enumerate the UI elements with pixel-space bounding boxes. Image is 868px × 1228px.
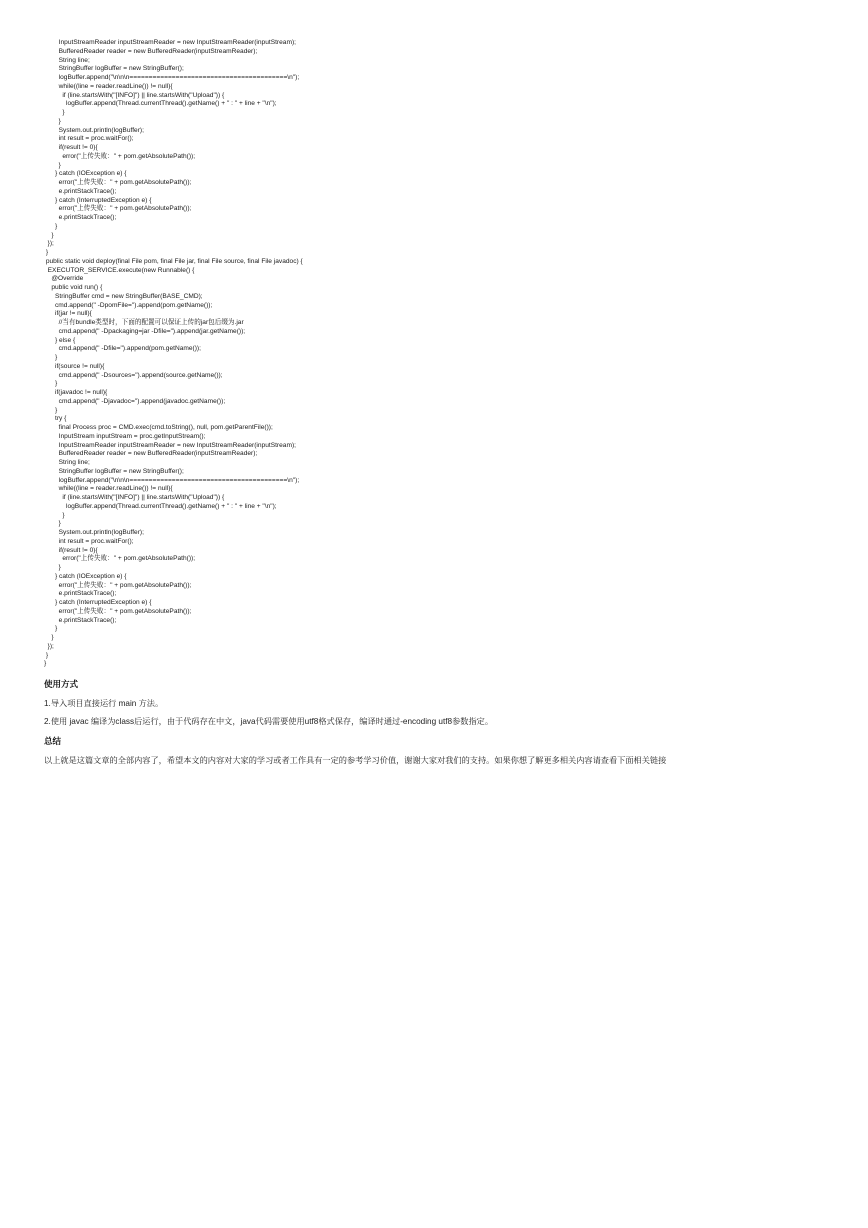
code-line: EXECUTOR_SERVICE.execute(new Runnable() { <box>44 266 195 274</box>
code-line: if(javadoc != null){ <box>44 389 108 396</box>
code-line: error("上传失败：" + pom.getAbsolutePath()); <box>44 152 196 160</box>
code-line: e.printStackTrace(); <box>44 187 117 195</box>
code-line: int result = proc.waitFor(); <box>44 135 134 143</box>
usage-step-1 <box>44 698 824 710</box>
code-line: StringBuffer logBuffer = new StringBuffer(); <box>44 467 184 475</box>
code-line: } <box>44 520 61 528</box>
code-line: } <box>44 231 54 239</box>
code-line: } <box>44 380 58 388</box>
usage-step-2-text: 2.使用 javac 编译为class后运行，由于代码存在中文，java代码需要使用utf8格式保存，编译时通过-encoding utf8参数指定。 <box>44 717 494 726</box>
code-line: }); <box>44 240 54 248</box>
code-line: String line; <box>44 56 90 64</box>
code-line: @Override <box>44 275 84 283</box>
code-line: } <box>44 625 58 633</box>
summary-paragraph <box>44 755 824 767</box>
code-line: e.printStackTrace(); <box>44 590 117 598</box>
code-line: if(jar != null){ <box>44 310 92 318</box>
code-line: cmd.append(" -Dfile=").append(pom.getName()); <box>44 345 201 353</box>
code-line: try { <box>44 415 67 423</box>
code-line: e.printStackTrace(); <box>44 214 117 221</box>
code-line: if (line.startsWith("[INFO]") || line.startsWith("Upload")) { <box>44 91 225 99</box>
code-block <box>44 39 824 669</box>
code-line: } <box>44 651 49 659</box>
code-line: cmd.append(" -Djavadoc=").append(javadoc.getName()); <box>44 397 226 405</box>
code-line: } <box>44 161 61 169</box>
code-line: cmd.append(" -Dpackaging=jar -Dfile=").append(jar.getName()); <box>44 327 246 335</box>
code-line: error("上传失败：" + pom.getAbsolutePath()); <box>44 555 196 563</box>
code-line: BufferedReader reader = new BufferedReader(inputStreamReader); <box>44 47 258 55</box>
code-line: } <box>44 660 47 668</box>
code-line: logBuffer.append(Thread.currentThread().getName() + " : " + line + "\n"); <box>44 100 277 108</box>
code-line: public void run() { <box>44 284 103 291</box>
code-line: error("上传失败：" + pom.getAbsolutePath()); <box>44 179 192 186</box>
code-line: int result = proc.waitFor(); <box>44 537 134 545</box>
code-line: } <box>44 564 61 571</box>
summary-heading: 总结 <box>44 736 62 746</box>
code-line: } catch (InterruptedException e) { <box>44 599 152 606</box>
code-line: } <box>44 222 58 230</box>
code-line: InputStreamReader inputStreamReader = new InputStreamReader(inputStream); <box>44 441 296 449</box>
code-line: logBuffer.append("\n\n\n=========================================\n"); <box>44 476 300 484</box>
code-line: System.out.println(logBuffer); <box>44 529 144 536</box>
code-line: error("上传失败：" + pom.getAbsolutePath()); <box>44 607 192 615</box>
code-line: logBuffer.append("\n\n\n=========================================\n"); <box>44 74 300 81</box>
code-line: public static void deploy(final File pom, final File jar, final File source, final File javadoc) { <box>44 257 303 265</box>
code-line: logBuffer.append(Thread.currentThread().getName() + " : " + line + "\n"); <box>44 502 277 510</box>
code-line: } else { <box>44 336 76 344</box>
code-line: error("上传失败：" + pom.getAbsolutePath()); <box>44 581 192 589</box>
usage-step-1-text: 1.导入项目直接运行 main 方法。 <box>44 699 164 708</box>
code-line: cmd.append(" -DpomFile=").append(pom.getName()); <box>44 301 213 309</box>
code-line: if(result != 0){ <box>44 546 98 554</box>
code-line: InputStream inputStream = proc.getInputStream(); <box>44 432 206 440</box>
code-line: String line; <box>44 459 90 466</box>
code-line: final Process proc = CMD.exec(cmd.toString(), null, pom.getParentFile()); <box>44 424 273 431</box>
code-line: if(result != 0){ <box>44 144 98 151</box>
code-line: error("上传失败：" + pom.getAbsolutePath()); <box>44 205 192 213</box>
code-line: } catch (InterruptedException e) { <box>44 196 152 204</box>
code-line: BufferedReader reader = new BufferedReader(inputStreamReader); <box>44 450 258 458</box>
code-line: while((line = reader.readLine()) != null){ <box>44 485 173 493</box>
code-line: } <box>44 354 58 361</box>
summary-section <box>44 735 824 747</box>
code-line: } <box>44 406 58 414</box>
code-line: StringBuffer cmd = new StringBuffer(BASE_CMD); <box>44 292 203 300</box>
code-line: System.out.println(logBuffer); <box>44 126 144 134</box>
code-line: if(source != null){ <box>44 362 105 370</box>
code-line: StringBuffer logBuffer = new StringBuffer(); <box>44 65 184 73</box>
code-line: } catch (IOException e) { <box>44 572 127 580</box>
code-line: //当有bundle类型时，下面的配置可以保证上传的jar包后缀为.jar <box>44 319 244 326</box>
usage-section <box>44 678 824 690</box>
code-line: } <box>44 117 61 125</box>
usage-step-2 <box>44 716 824 728</box>
code-line: } <box>44 634 54 641</box>
code-line: } <box>44 249 49 256</box>
code-line: cmd.append(" -Dsources=").append(source.getName()); <box>44 371 223 379</box>
usage-heading: 使用方式 <box>44 679 79 689</box>
code-line: } <box>44 109 65 116</box>
code-line: } <box>44 511 65 519</box>
summary-text: 以上就是这篇文章的全部内容了，希望本文的内容对大家的学习或者工作具有一定的参考学习价值，谢谢大家对我们的支持。如果你想了解更多相关内容请查看下面相关链接 <box>44 756 667 765</box>
code-line: InputStreamReader inputStreamReader = new InputStreamReader(inputStream); <box>44 39 296 46</box>
code-line: e.printStackTrace(); <box>44 616 117 624</box>
code-line: if (line.startsWith("[INFO]") || line.startsWith("Upload")) { <box>44 494 225 501</box>
code-line: }); <box>44 642 54 650</box>
code-line: while((line = reader.readLine()) != null){ <box>44 82 173 90</box>
code-line: } catch (IOException e) { <box>44 170 127 178</box>
